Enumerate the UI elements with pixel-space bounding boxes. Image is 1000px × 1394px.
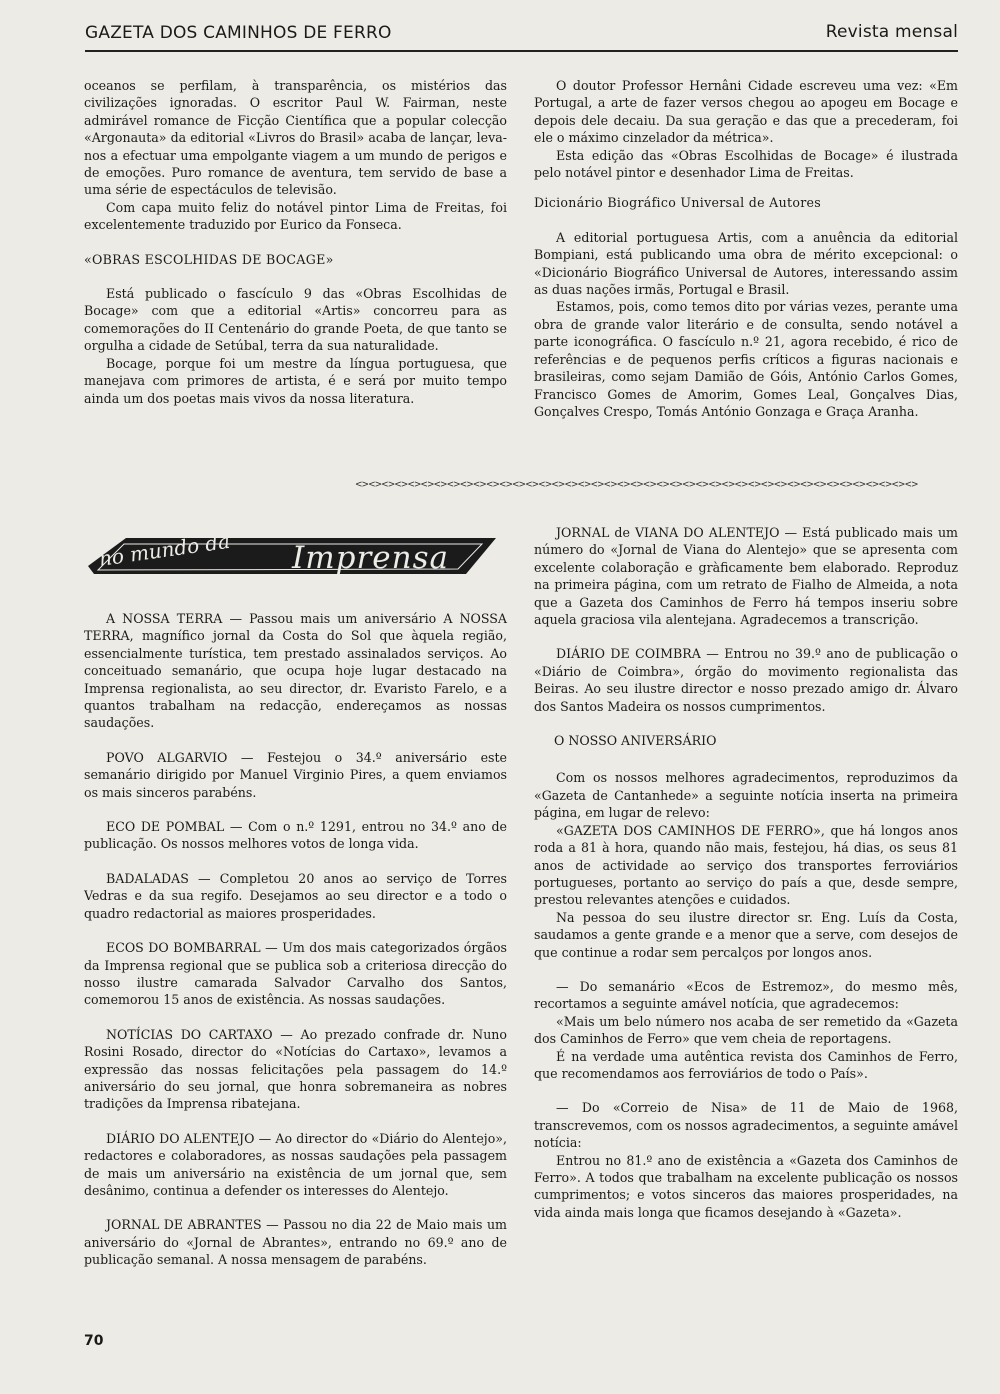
paragraph-capa: Com capa muito feliz do notável pintor Lima de Freitas, foi excelentemente traduzido por Eurico da Fonseca. — [84, 199, 507, 233]
heading-nosso-aniversario: O NOSSO ANIVERSÁRIO — [554, 733, 717, 749]
item-diario-coimbra: DIÁRIO DE COIMBRA — Entrou no 39.º ano de publicação o «Diário de Coimbra», órgão do movimento regionalista das Beiras. Ao seu ilustre director e nosso prezado amigo dr. Álvaro dos Santos Madeira os nossos cumprimentos. — [534, 646, 958, 714]
item-povo-algarvio: POVO ALGARVIO — Festejou o 34.º aniversário este semanário dirigido por Manuel Virginio Pires, a quem enviamos os mais sinceros parabéns. — [84, 749, 507, 800]
bottom-right-column — [534, 524, 958, 1221]
journal-subtitle: Revista mensal — [825, 22, 958, 42]
heading-dicionario: Dicionário Biográfico Universal de Autores — [534, 195, 822, 211]
paragraph-cidade: O doutor Professor Hernâni Cidade escreveu uma vez: «Em Portugal, a arte de fazer versos chegou ao apogeu em Bocage e depois dele decaiu. Da sua geração e das que a precederam, foi ele o máximo cinzelador da métrica». — [534, 78, 958, 146]
banner-main-text: Imprensa — [292, 540, 450, 576]
paragraph-gazeta-quote: «GAZETA DOS CAMINHOS DE FERRO», que há longos anos roda a 81 à hora, quando não mais, festejou, há dias, os seus 81 anos de actividade ao serviço dos transportes ferroviários portugueses, portanto ao serviço do país a que, desde sempre, prestou relevantes atenções e cuidados. — [534, 822, 958, 908]
paragraph-estamos: Estamos, pois, como temos dito por várias vezes, perante uma obra de grande valor literário e de consulta, sendo notável a parte iconográfica. O fascículo n.º 21, agora recebido, é rico de referências e de pequenos perfis críticos a figuras nacionais e brasileiras, como sejam Damião de Góis, António Carlos Gomes, Francisco Gomes de Amorim, Gomes Leal, Gonçalves Dias, Gonçalves Crespo, Tomás António Gonzaga e Graça Aranha. — [534, 299, 958, 419]
paragraph-ecos-estremoz: — Do semanário «Ecos de Estremoz», do mesmo mês, recortamos a seguinte amável notícia, que agradecemos: — [534, 978, 958, 1012]
top-right-column — [534, 77, 958, 420]
paragraph-edicao: Esta edição das «Obras Escolhidas de Bocage» é ilustrada pelo notável pintor e desenhador Lima de Freitas. — [534, 147, 958, 181]
page-number: 70 — [84, 1333, 104, 1349]
imprensa-banner — [84, 526, 507, 584]
item-badaladas: BADALADAS — Completou 20 anos ao serviço de Torres Vedras e da sua regifo. Desejamos ao seu director e a todo o quadro redactorial as maiores prosperidades. — [84, 870, 507, 921]
heading-obras-bocage: «OBRAS ESCOLHIDAS DE BOCAGE» — [84, 251, 334, 267]
item-ecos-bombarral: ECOS DO BOMBARRAL — Um dos mais categorizados órgãos da Imprensa regional que se publica sob a criteriosa direcção do nosso ilustre camarada Salvador Carvalho dos Santos, comemorou 15 anos de existência. As nossas saudações. — [84, 940, 507, 1008]
paragraph-belo-numero: «Mais um belo número nos acaba de ser remetido da «Gazeta dos Caminhos de Ferro» que vem cheia de reportagens. — [534, 1013, 958, 1047]
paragraph-fasciculo: Está publicado o fascículo 9 das «Obras Escolhidas de Bocage» com que a editorial «Artis» concorreu para as comemorações do II Centenário do grande Poeta, de que tanto se orgulha a cidade de Setúbal, terra da sua naturalidade. — [84, 286, 507, 354]
top-left-column — [84, 77, 507, 407]
paragraph-artis: A editorial portuguesa Artis, com a anuência da editorial Bompiani, está publicando uma obra de mérito excepcional: o «Dicionário Biográfico Universal de Autores, interessando assim as duas nações irmãs, Portugal e Brasil. — [534, 229, 958, 298]
paragraph-autentica-revista: É na verdade uma autêntica revista dos Caminhos de Ferro, que recomendamos aos ferroviários de todo o País». — [534, 1048, 958, 1081]
paragraph-bocage-mestre: Bocage, porque foi um mestre da língua portuguesa, que manejava com primores de artista, é e será por muito tempo ainda um dos poetas mais vivos da nossa literatura. — [84, 355, 507, 406]
item-diario-alentejo: DIÁRIO DO ALENTEJO — Ao director do «Diário do Alentejo», redactores e colaboradores, as nossas saudações pela passagem de mais um aniversário na existência de um jornal que, sem desânimo, continua a defender os interesses do Alentejo. — [84, 1130, 507, 1198]
item-noticias-cartaxo: NOTÍCIAS DO CARTAXO — Ao prezado confrade dr. Nuno Rosini Rosado, director do «Notícias do Cartaxo», levamos a expressão das nossas felicitações pela passagem do 14.º aniversário do seu jornal, que honra sobremaneira as nobres tradições da Imprensa ribatejana. — [84, 1026, 507, 1112]
item-nossa-terra: A NOSSA TERRA — Passou mais um aniversário A NOSSA TERRA, magnífico jornal da Costa do Sol que àquela região, essencialmente turística, tem prestado assinalados serviços. Ao conceituado semanário, que ocupa hoje lugar destacado na Imprensa regionalista, ao seu director, dr. Evaristo Farelo, e a quantos trabalham na redacção, endereçamos as nossas saudações. — [84, 611, 507, 731]
paragraph-entrou-81: Entrou no 81.º ano de existência a «Gazeta dos Caminhos de Ferro». A todos que trabalham na excelente publicação os nossos cumprimentos; e votos sinceros das maiores prosperidades, na vida ainda mais longa que ficamos desejando à «Gazeta». — [534, 1152, 958, 1220]
ornamental-divider: <><><><><><><><><><><><><><><><><><><><><><><><><><><><><><><><><><><><><><><><><><><> — [355, 480, 918, 490]
item-eco-pombal: ECO DE POMBAL — Com o n.º 1291, entrou no 34.º ano de publicação. Os nossos melhores votos de longa vida. — [84, 819, 507, 852]
page-header — [85, 20, 958, 52]
journal-title: GAZETA DOS CAMINHOS DE FERRO — [85, 23, 392, 43]
paragraph-cantanhede: Com os nossos melhores agradecimentos, reproduzimos da «Gazeta de Cantanhede» a seguinte notícia inserta na primeira página, em lugar de relevo: — [534, 770, 958, 821]
banner-script-text: no mundo da — [97, 528, 232, 571]
paragraph-luis-costa: Na pessoa do seu ilustre director sr. Eng. Luís da Costa, saudamos a gente grande e a menor que a serve, com desejos de que continue a rodar sem percalços por longos anos. — [534, 909, 958, 960]
paragraph-fairman: oceanos se perfilam, à transparência, os mistérios das civilizações ignoradas. O escritor Paul W. Fairman, neste admirável romance de Ficção Científica que a popular colecção «Argonauta» da editorial «Livros do Brasil» acaba de lançar, leva-nos a efectuar uma empolgante viagem a um mundo de perigos e de emoções. Puro romance de aventura, tem servido de base a uma série de espectáculos de televisão. — [84, 78, 507, 198]
bottom-left-column — [84, 610, 507, 1269]
item-jornal-viana: JORNAL de VIANA DO ALENTEJO — Está publicado mais um número do «Jornal de Viana do Alentejo» que se apresenta com excelente colaboração e gràficamente bem elaborado. Reproduz na primeira página, com um retrato de Fialho de Almeida, a nota que a Gazeta dos Caminhos de Ferro há tempos inseriu sobre aquela graciosa vila alentejana. Agradecemos a transcrição. — [534, 525, 958, 628]
paragraph-correio-nisa: — Do «Correio de Nisa» de 11 de Maio de 1968, transcrevemos, com os nossos agradecimentos, a seguinte amável notícia: — [534, 1100, 958, 1151]
item-jornal-abrantes: JORNAL DE ABRANTES — Passou no dia 22 de Maio mais um aniversário do «Jornal de Abrantes», entrando no 69.º ano de publicação semanal. A nossa mensagem de parabéns. — [84, 1217, 507, 1268]
